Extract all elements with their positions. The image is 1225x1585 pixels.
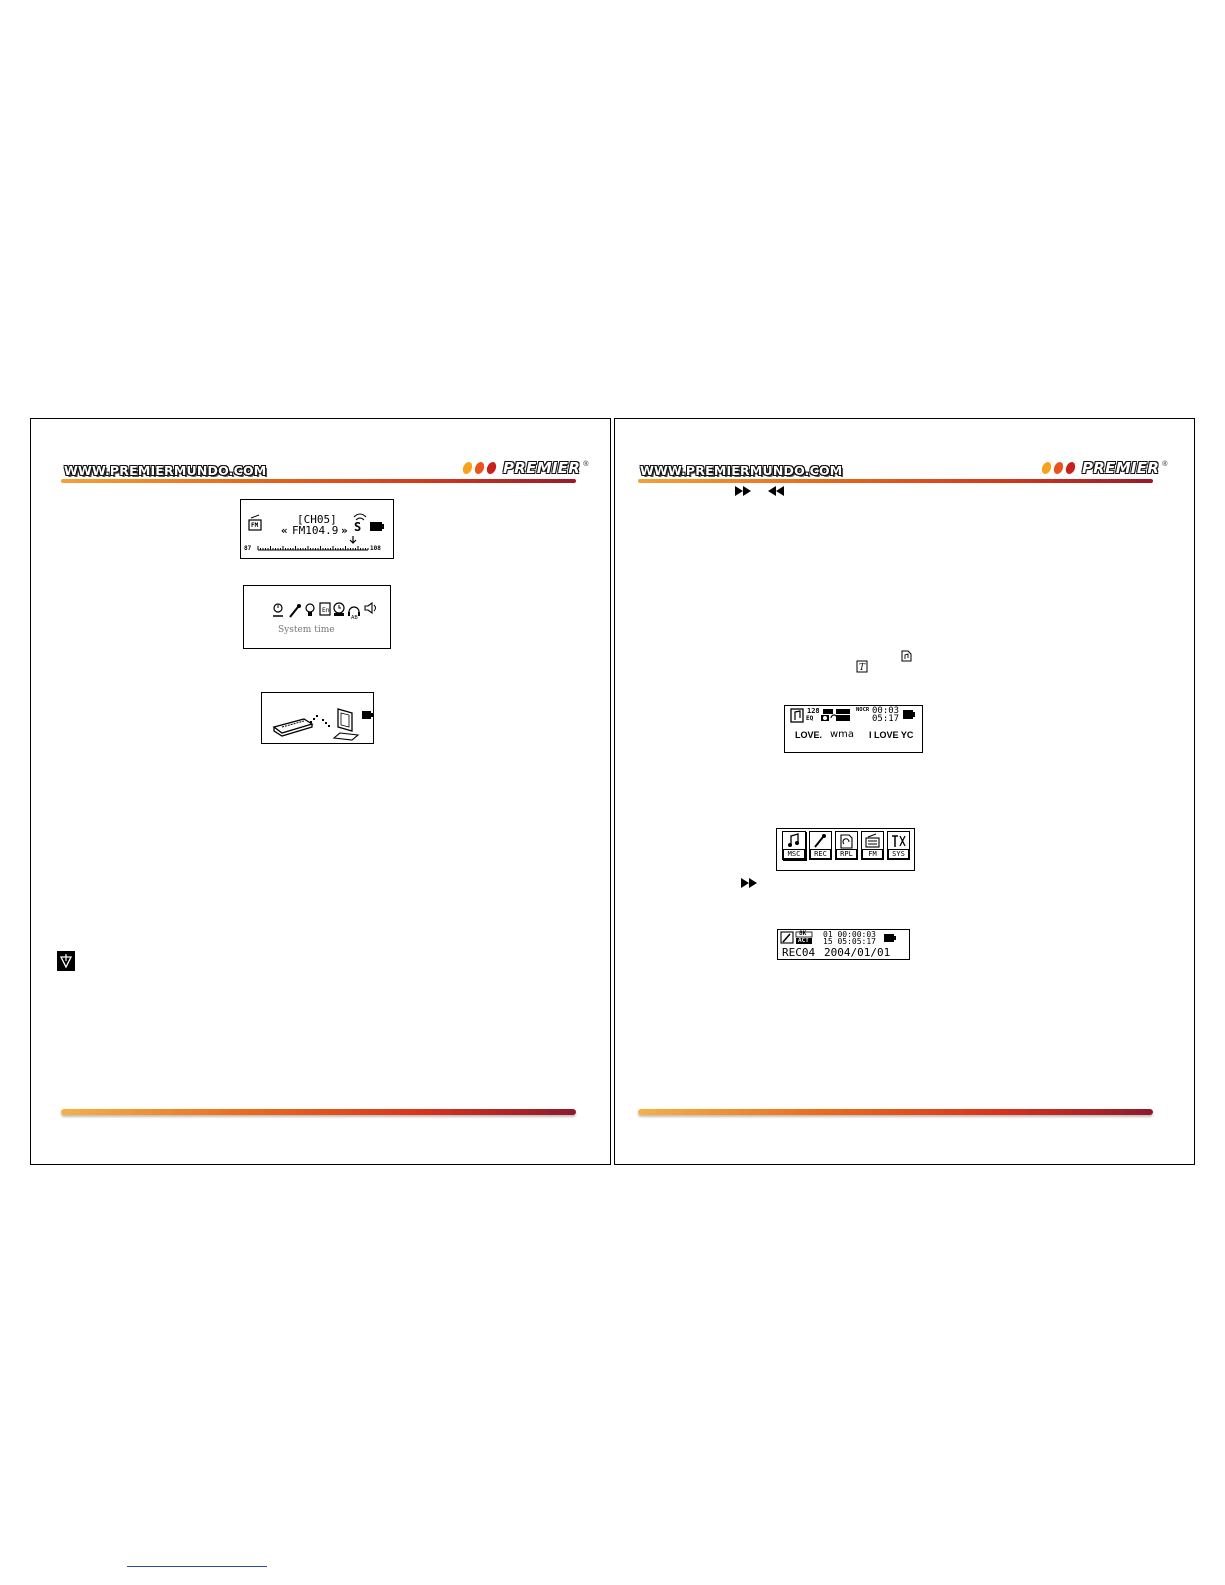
settings-icon bbox=[888, 833, 909, 849]
logo-dot-icon bbox=[474, 462, 486, 474]
computer-icon bbox=[334, 709, 358, 740]
system-settings-screen bbox=[243, 585, 391, 649]
footer-rule bbox=[61, 1109, 576, 1115]
main-menu-screen bbox=[776, 828, 915, 871]
footer-rule bbox=[638, 1109, 1153, 1115]
clock-icon bbox=[273, 604, 283, 616]
microphone-icon bbox=[810, 833, 831, 849]
system-time-label: System time bbox=[278, 625, 335, 635]
right-page bbox=[614, 418, 1195, 1165]
brand-logo bbox=[463, 459, 588, 477]
track-name: LOVE. bbox=[795, 730, 823, 740]
menu-item-system[interactable] bbox=[887, 831, 910, 860]
rec-line-2: 15 05:05:17 bbox=[823, 937, 876, 946]
svg-text:AB: AB bbox=[351, 615, 358, 621]
header-rule bbox=[638, 479, 1153, 483]
lyrics-text-icon bbox=[856, 660, 868, 673]
power-timer-icon bbox=[334, 603, 344, 616]
music-note-icon bbox=[783, 833, 805, 849]
volume-icon bbox=[365, 603, 376, 613]
fast-forward-icon bbox=[734, 485, 754, 497]
rec-quality: 8K bbox=[799, 930, 807, 937]
header-rule bbox=[61, 479, 576, 483]
usb-connection-screen bbox=[261, 692, 374, 744]
site-url[interactable]: WWW.PREMIERMUNDO.COM bbox=[640, 463, 843, 478]
track-extension: wma bbox=[830, 729, 855, 740]
logo-dot-icon bbox=[1065, 462, 1077, 474]
bitrate-value: 128 bbox=[807, 707, 820, 715]
warning-marker-icon bbox=[57, 951, 75, 971]
logo-dot-icon bbox=[462, 462, 474, 474]
battery-icon bbox=[362, 711, 373, 719]
site-url[interactable]: WWW.PREMIERMUNDO.COM bbox=[64, 463, 267, 478]
fm-prev-arrow: « bbox=[281, 524, 288, 537]
language-icon bbox=[320, 603, 330, 615]
total-time: 05:17 bbox=[872, 714, 900, 724]
rewind-icon bbox=[765, 485, 785, 497]
left-page bbox=[30, 418, 611, 1165]
menu-item-radio[interactable] bbox=[861, 831, 884, 860]
logo-dot-icon bbox=[486, 462, 498, 474]
fast-forward-icon bbox=[740, 877, 760, 889]
brand-registered-mark: ® bbox=[583, 461, 589, 468]
radio-icon bbox=[862, 833, 883, 849]
elapsed-time: 00:03 bbox=[872, 706, 900, 716]
footer-link-underline[interactable] bbox=[127, 1566, 267, 1567]
menu-label-rpl: RPL bbox=[836, 849, 857, 859]
logo-dot-icon bbox=[1053, 462, 1065, 474]
lyrics-file-icon bbox=[901, 650, 912, 662]
stereo-indicator: S bbox=[354, 520, 362, 534]
music-playback-screen bbox=[784, 705, 923, 753]
repeat-mode: NOCR bbox=[856, 707, 870, 713]
fm-frequency: FM104.9 bbox=[292, 524, 339, 537]
menu-item-record[interactable] bbox=[809, 831, 832, 860]
fm-next-arrow: » bbox=[341, 524, 348, 537]
menu-label-fm: FM bbox=[862, 849, 883, 859]
record-icon bbox=[290, 604, 301, 617]
recording-screen bbox=[777, 929, 910, 960]
rec-filename: REC04 bbox=[782, 946, 816, 959]
fm-scale-max: 108 bbox=[370, 545, 381, 552]
usb-device-icon bbox=[274, 719, 312, 736]
bulb-icon bbox=[306, 604, 314, 616]
rec-line-1: 01 00:00:03 bbox=[823, 930, 876, 939]
menu-item-replay[interactable] bbox=[835, 831, 858, 860]
fm-radio-screen bbox=[240, 499, 394, 559]
usb-graphics bbox=[262, 693, 375, 745]
system-icons-row bbox=[244, 586, 392, 650]
svg-text:En: En bbox=[322, 607, 330, 614]
brand-name: PREMIER bbox=[1082, 459, 1160, 477]
fm-channel: [CH05] bbox=[297, 513, 337, 526]
headphone-icon bbox=[348, 607, 360, 621]
rec-mode: ACT bbox=[798, 937, 809, 944]
replay-icon bbox=[836, 833, 857, 849]
transfer-dots bbox=[310, 715, 330, 727]
fm-label: FM bbox=[251, 522, 259, 529]
menu-label-sys: SYS bbox=[888, 849, 909, 859]
brand-logo bbox=[1042, 459, 1167, 477]
fm-scale-min: 87 bbox=[244, 545, 252, 552]
eq-value: EQ bbox=[806, 715, 814, 722]
svg-text:T: T bbox=[859, 663, 866, 673]
main-menu-items bbox=[782, 831, 910, 860]
menu-label-rec: REC bbox=[810, 849, 831, 859]
rec-date: 2004/01/01 bbox=[824, 946, 891, 959]
menu-item-music[interactable] bbox=[782, 831, 806, 860]
brand-name: PREMIER bbox=[503, 459, 581, 477]
brand-registered-mark: ® bbox=[1162, 461, 1168, 468]
menu-label-msc: MSC bbox=[783, 849, 805, 859]
logo-dot-icon bbox=[1041, 462, 1053, 474]
lyrics-line: I LOVE YC bbox=[869, 731, 914, 740]
